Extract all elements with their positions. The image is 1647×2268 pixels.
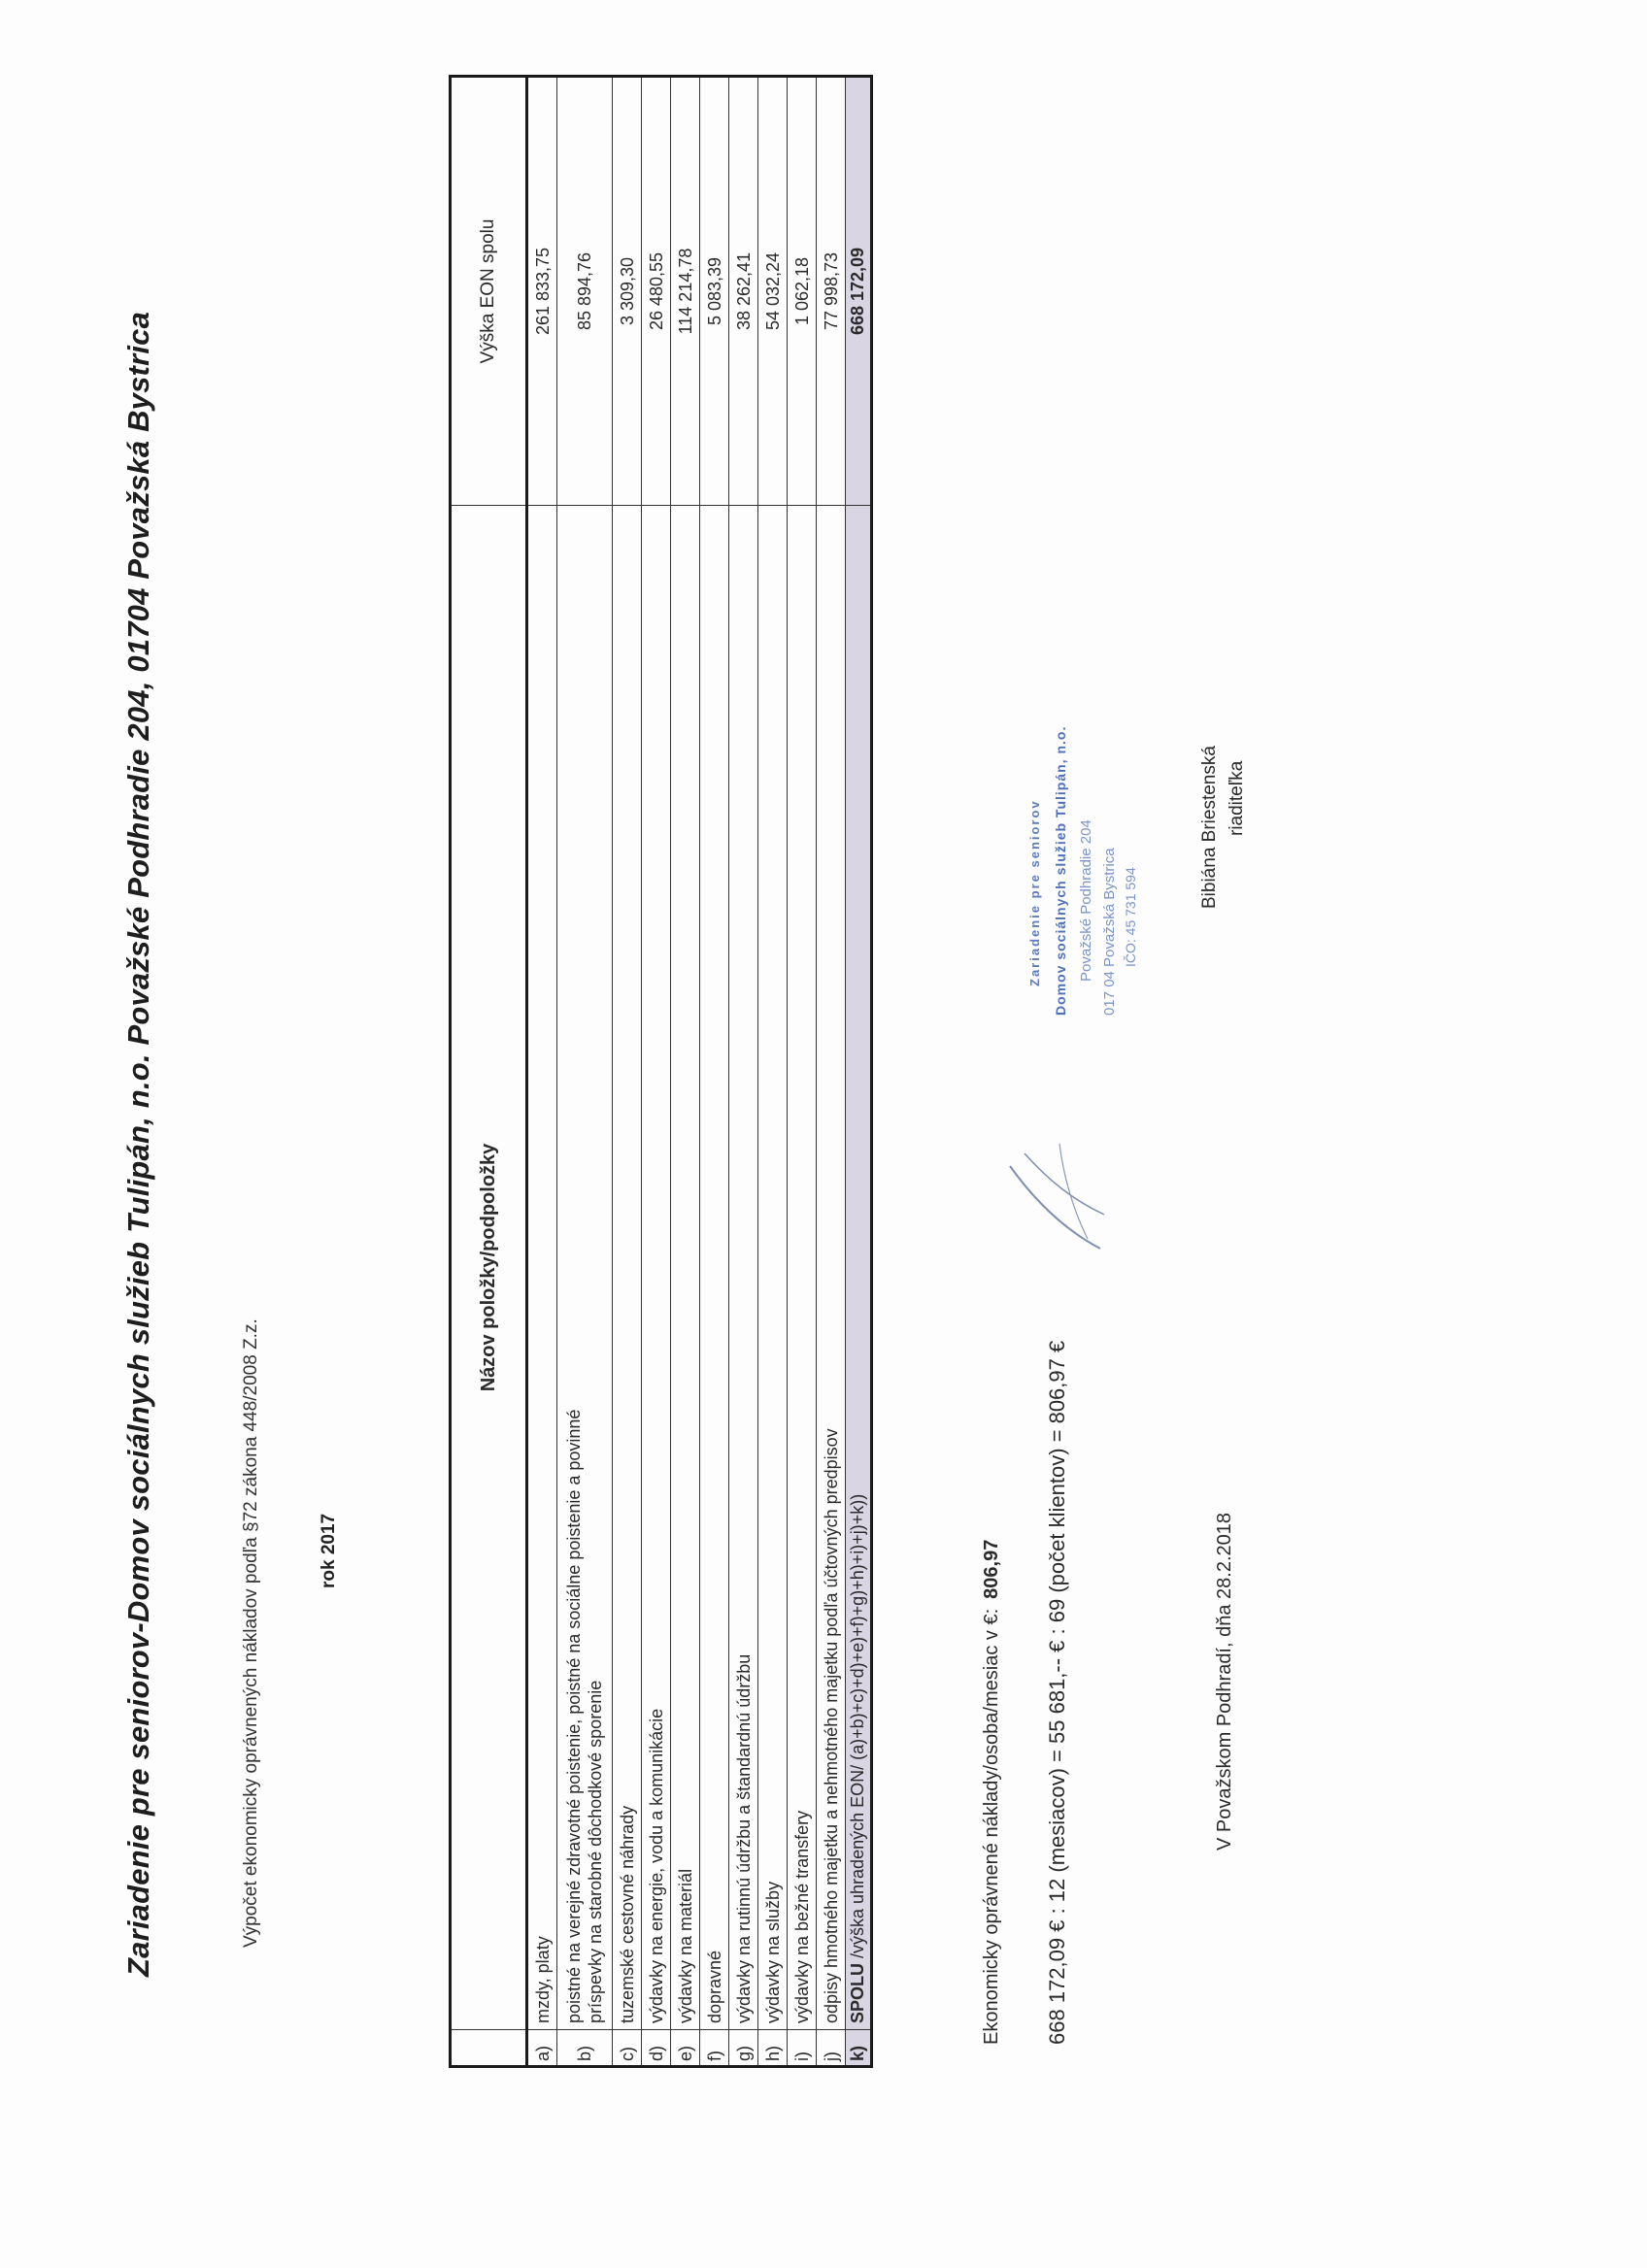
table-row: [729, 77, 758, 2067]
row-name: výdavky na bežné transfery: [788, 506, 817, 2030]
row-name: dopravné: [700, 506, 729, 2030]
table-row: [758, 77, 788, 2067]
stamp-line: IČO: 45 731 594: [1123, 867, 1138, 967]
table-row: [557, 77, 613, 2067]
total-name-cell: [846, 506, 872, 2030]
row-letter: f): [700, 2030, 729, 2067]
table-row: [613, 77, 642, 2067]
row-letter: c): [613, 2030, 642, 2067]
total-letter: k): [846, 2030, 872, 2067]
row-value: 77 998,73: [817, 77, 846, 506]
signature-mark: [995, 1142, 1112, 1258]
row-value: 1 062,18: [788, 77, 817, 506]
stamp-line: 017 04 Považská Bystrica: [1101, 848, 1118, 1016]
row-value: 85 894,76: [557, 77, 613, 506]
row-letter: a): [527, 2030, 557, 2067]
table-row: [671, 77, 700, 2067]
signer-role: riaditeľka: [1227, 760, 1247, 836]
row-name-multiline: [557, 506, 613, 2030]
summary-label: Ekonomicky oprávnené náklady/osoba/mesiac v €:: [981, 1608, 1002, 2045]
row-name: výdavky na materiál: [671, 506, 700, 2030]
calculation-line: 668 172,09 € : 12 (mesiacov) = 55 681,-- € : 69 (počet klientov) = 806,97 €: [1045, 1340, 1069, 2045]
table-row: [642, 77, 671, 2067]
row-name-line1: poistné na verejné zdravotné poistenie, poistné na sociálne poistenie a povinné: [564, 1409, 584, 2023]
stamp-line: Považské Podhradie 204: [1078, 819, 1094, 982]
total-value: 668 172,09: [846, 77, 872, 506]
row-value: 26 480,55: [642, 77, 671, 506]
total-label: SPOLU: [848, 1962, 867, 2023]
table-row: [817, 77, 846, 2067]
organization-stamp: [1020, 685, 1146, 1103]
row-letter: h): [758, 2030, 788, 2067]
row-value: 5 083,39: [700, 77, 729, 506]
row-name: výdavky na služby: [758, 506, 788, 2030]
row-letter: j): [817, 2030, 846, 2067]
total-description: /výška uhradených EON/ (a)+b)+c)+d)+e)+f)+g)+h)+i)+j)+k)): [848, 1493, 867, 1963]
header-letter-cell: [451, 2030, 527, 2067]
document-title: Zariadenie pre seniorov-Domov sociálnych služieb Tulipán, n.o. Považské Podhradie 204, 01704 Považská Bystrica: [121, 311, 155, 1977]
table-row: [788, 77, 817, 2067]
summary-line: [981, 1540, 1003, 2045]
row-letter: b): [557, 2030, 613, 2067]
table-header-row: [451, 77, 527, 2067]
row-value: 38 262,41: [729, 77, 758, 506]
document-subtitle: Výpočet ekonomicky oprávnených nákladov podľa §72 zákona 448/2008 Z.z.: [241, 1318, 261, 1948]
table-total-row: [846, 77, 872, 2067]
place-date: V Považskom Podhradí, dňa 28.2.2018: [1214, 1512, 1235, 1851]
row-name-line2: príspevky na starobné dôchodkové sporenie: [586, 1680, 605, 2023]
row-value: 54 032,24: [758, 77, 788, 506]
row-letter: g): [729, 2030, 758, 2067]
row-name: tuzemské cestovné náhrady: [613, 506, 642, 2030]
row-name: mzdy, platy: [527, 506, 557, 2030]
table-row: [527, 77, 557, 2067]
eon-table: [449, 75, 873, 2068]
row-name: odpisy hmotného majetku a nehmotného majetku podľa účtovných predpisov: [817, 506, 846, 2030]
table-row: [700, 77, 729, 2067]
row-name: výdavky na rutinnú údržbu a štandardnú údržbu: [729, 506, 758, 2030]
row-letter: d): [642, 2030, 671, 2067]
row-value: 261 833,75: [527, 77, 557, 506]
header-name: Názov položky/podpoložky: [451, 506, 527, 2030]
stamp-line: Domov sociálnych služieb Tulipán, n.o.: [1053, 725, 1068, 1016]
stamp-line: Zariadenie pre seniorov: [1027, 799, 1042, 986]
document-year: rok 2017: [319, 1513, 339, 1588]
row-letter: e): [671, 2030, 700, 2067]
row-value: 114 214,78: [671, 77, 700, 506]
row-value: 3 309,30: [613, 77, 642, 506]
header-value: Výška EON spolu: [451, 77, 527, 506]
signer-name: Bibiána Briestenská: [1199, 746, 1220, 909]
row-letter: i): [788, 2030, 817, 2067]
summary-value: 806,97: [981, 1539, 1002, 1599]
row-name: výdavky na energie, vodu a komunikácie: [642, 506, 671, 2030]
